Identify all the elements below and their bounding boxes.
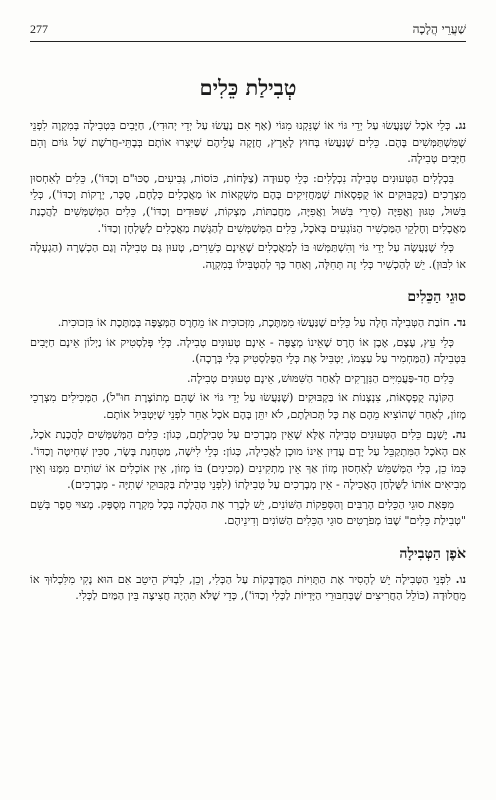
paragraph-text: לִפְנֵי הַטְּבִילָה יֵשׁ לְהָסִיר אֶת הַתָּוִיּוֹת הַמֻּדְבָּקוֹת עַל הַכְּלִי, וְכֵן, לִבְדֹּק הֵיטֵב אִם הוּא נָקִי מִלִּכְלוּךְ אוֹ מֵחֲלוּדָה (כּוֹלֵל הַחֲרִיצִים שֶׁבְּחִבּוּרֵי הַיָּדִיּוֹת לַכְּלִי וְכַדּוֹ'), כְּדֵי שֶׁלֹּא תִּהְיֶה חֲצִיצָה בֵּין הַמַּיִם לַכְּלִי. [30, 572, 466, 603]
section-heading: סוּגֵי הַכֵּלִים [407, 289, 466, 306]
paragraph-text: כְּלִי שֶׁנַּעֲשָׂה עַל יְדֵי גּוֹי וְהִשְׁתַּמְּשׁוּ בּוֹ לְמַאֲכָלִים שֶׁאֵינָם כְּשֵׁרִים, טָעוּן גַּם טְבִילָה וְגַם הַכְשָׁרָה (הַגְעָלָה אוֹ לִבּוּן). יֵשׁ לְהַכְשִׁיר כְּלִי זֶה תְּחִלָּה, וְאַחַר כָּךְ לְהַטְבִּילוֹ בְּמִקְוֶה. [30, 241, 466, 271]
paragraph-text: מִפְּאַת סוּגֵי הַכֵּלִים הָרַבִּים וְהַסְּפֵקוֹת הַשּׁוֹנִים, יֵשׁ לְבָרֵר אֶת הַהֲלָכָה בְּכָל מִקְרֶה מְסֻפָּק. מָצוּי סֵפֶר בְּשֵׁם "טְבִילַת כֵּלִים" שֶׁבּוֹ מְפֹרָטִים סוּגֵי הַכֵּלִים הַשּׁוֹנִים וְדִינֵיהֶם. [30, 497, 466, 528]
paragraph-text: יֶשְׁנָם כֵּלִים הַטְּעוּנִים טְבִילָה אֶלָּא שֶׁאֵין מְבָרְכִים עַל טְבִילָתָם, כְּגוֹן: כֵּלִים הַמְּשַׁמְּשִׁים לַהֲכָנַת אֹכֶל, אִם הָאֹכֶל הַמִּתְקַבֵּל עַל יָדָם עֲדַיִן אֵינוֹ מוּכָן לַאֲכִילָה, כְּגוֹן: כְּלֵי לִישָׁה, מַטְחֵנַת בָּשָׂר, סַכִּין שְׁחִיטָה וְכַדּוֹ'. כְּמוֹ כֵן, כְּלִי הַמְּשַׁמֵּשׁ לְאִחְסוּן מָזוֹן אַךְ אֵין מַתְקִינִים (מְכִינִים) בּוֹ מָזוֹן, אֵין אוֹכְלִים אוֹ שׁוֹתִים מִמֶּנּוּ וְאֵין מְבִיאִים אוֹתוֹ לַשֻּׁלְחַן הָאֲכִילָה - אֵין מְבָרְכִים עַל טְבִילָתוֹ (לִפְנֵי טְבִילַת בַּקְבּוּקֵי שְׁתִיָּה - מְבָרְכִים). [30, 428, 466, 492]
paragraph [30, 497, 466, 530]
paragraph [30, 371, 466, 388]
running-title: שַׁעֲרֵי הֲלָכָה [412, 22, 466, 36]
paragraph [30, 117, 466, 168]
paragraph-text: כְּלֵי עֵץ, עֶצֶם, אֶבֶן אוֹ חֶרֶס שֶׁאֵינוֹ מְצֻפֶּה - אֵינָם טְעוּנִים טְבִילָה. כְּלֵי פְּלַסְטִיק אוֹ נַיְלוֹן אֵינָם חַיָּבִים בִּטְבִילָה (הַמַּחְמִיר עַל עַצְמוֹ, יַטְבִּיל אֶת כְּלֵי הַפְּלַסְטִיק בְּלִי בְּרָכָה). [30, 335, 466, 366]
page-number: 277 [30, 22, 48, 36]
paragraph-text: חוֹבַת הַטְּבִילָה חָלָה עַל כֵּלִים שֶׁנַּעֲשׂוּ מִמַּתֶּכֶת, מִזְּכוּכִית אוֹ מֵחֶרֶס הַמְּצֻפֶּה בְּמַתֶּכֶת אוֹ בִּזְכוּכִית. [57, 316, 450, 329]
paragraph [30, 314, 466, 332]
paragraph-text: בִּכְלָלִים הַטְּעוּנִים טְבִילָה נִכְלָלִים: כְּלֵי סְעוּדָה (צַלָּחוֹת, כּוֹסוֹת, גְּבִיעִים, סַכּוּ"ם וְכַדּוֹ'), כֵּלִים לְאִחְסוּן מִצְרָכִים (בַּקְבּוּקִים אוֹ קֻפְסָאוֹת שֶׁמַּחֲזִיקִים בָּהֶם מַשְׁקָאוֹת אוֹ מַאֲכָלִים כְּלֶחֶם, סֻכָּר, יְרָקוֹת וְכַדּוֹ'), כְּלֵי בִּשּׁוּל, טִגּוּן וַאֲפִיָּה (סִירֵי בִּשּׁוּל וַאֲפִיָּה, מַחֲבַתּוֹת, מַצְקוֹת, שַׁפּוּדִים וְכַדּוֹ'), כֵּלִים הַמְּשַׁמְּשִׁים לַהֲכָנַת מַאֲכָלִים וְחֶלְקֵי הַמַּכְשִׁיר הַנּוֹגְעִים בָּאֹכֶל, כֵּלִים הַמְּשַׁמְּשִׁים לְהַגָּשַׁת מַאֲכָלִים לַשֻּׁלְחָן וְכַדּוֹ'. [30, 171, 466, 235]
sections-container [30, 117, 466, 605]
section-heading: אֹפֶן הַטְּבִילָה [399, 545, 466, 562]
paragraph [30, 171, 466, 237]
header-rule [30, 41, 466, 42]
page-body [30, 72, 466, 605]
paragraph-text: כֵּלִים חַד-פַּעֲמִיִּים הַנִּזְרָקִים לְאַחַר הַשִּׁמּוּשׁ, אֵינָם טְעוּנִים טְבִילָה. [186, 371, 454, 385]
paragraph [30, 335, 466, 368]
paragraph-text: הַקּוֹנֶה קֻפְסָאוֹת, צִנְצָנוֹת אוֹ בַּקְבּוּקִים (שֶׁנַּעֲשׂוּ עַל יְדֵי גּוֹי אוֹ שֶׁהֵם מְתוֹצֶרֶת חוּ"ל), הַמְּכִילִים מִצְרְכֵי מָזוֹן, לְאַחַר שֶׁהוֹצִיא מֵהֶם אֶת כָּל תְּכוּלָתָם, לֹא יִתֵּן בָּהֶם אֹכֶל אַחֵר לִפְנֵי שֶׁיַּטְבִּיל אוֹתָם. [30, 391, 466, 421]
paragraph [30, 390, 466, 423]
running-header [30, 22, 466, 37]
paragraph [30, 240, 466, 273]
paragraph-number: נו. [455, 571, 467, 586]
paragraph-number: נה. [452, 427, 466, 442]
paragraph [30, 426, 466, 493]
chapter-title: טְבִילַת כֵּלִים [199, 75, 297, 100]
paragraph-text: כְּלֵי אֹכֶל שֶׁנַּעֲשׂוּ עַל יְדֵי גּוֹי אוֹ שֶׁנִּקְנוּ מִגּוֹי (אַף אִם נַעֲשׂוּ עַל יְדֵי יְהוּדִי), חַיָּבִים בִּטְבִילָה בְּמִקְוֶה לִפְנֵי שֶׁמִּשְׁתַּמְּשִׁים בָּהֶם. כֵּלִים שֶׁנַּעֲשׂוּ בְּחוּץ לָאָרֶץ, חֲזָקָה עֲלֵיהֶם שֶׁיִּצְרוּ אוֹתָם בְּבָתֵּי-חֲרֹשֶׁת שֶׁל גּוֹיִם וְהֵם חַיָּבִים טְבִילָה. [30, 119, 466, 166]
paragraph [30, 571, 466, 605]
paragraph-number: נג. [454, 118, 467, 133]
paragraph-number: נד. [453, 315, 466, 329]
